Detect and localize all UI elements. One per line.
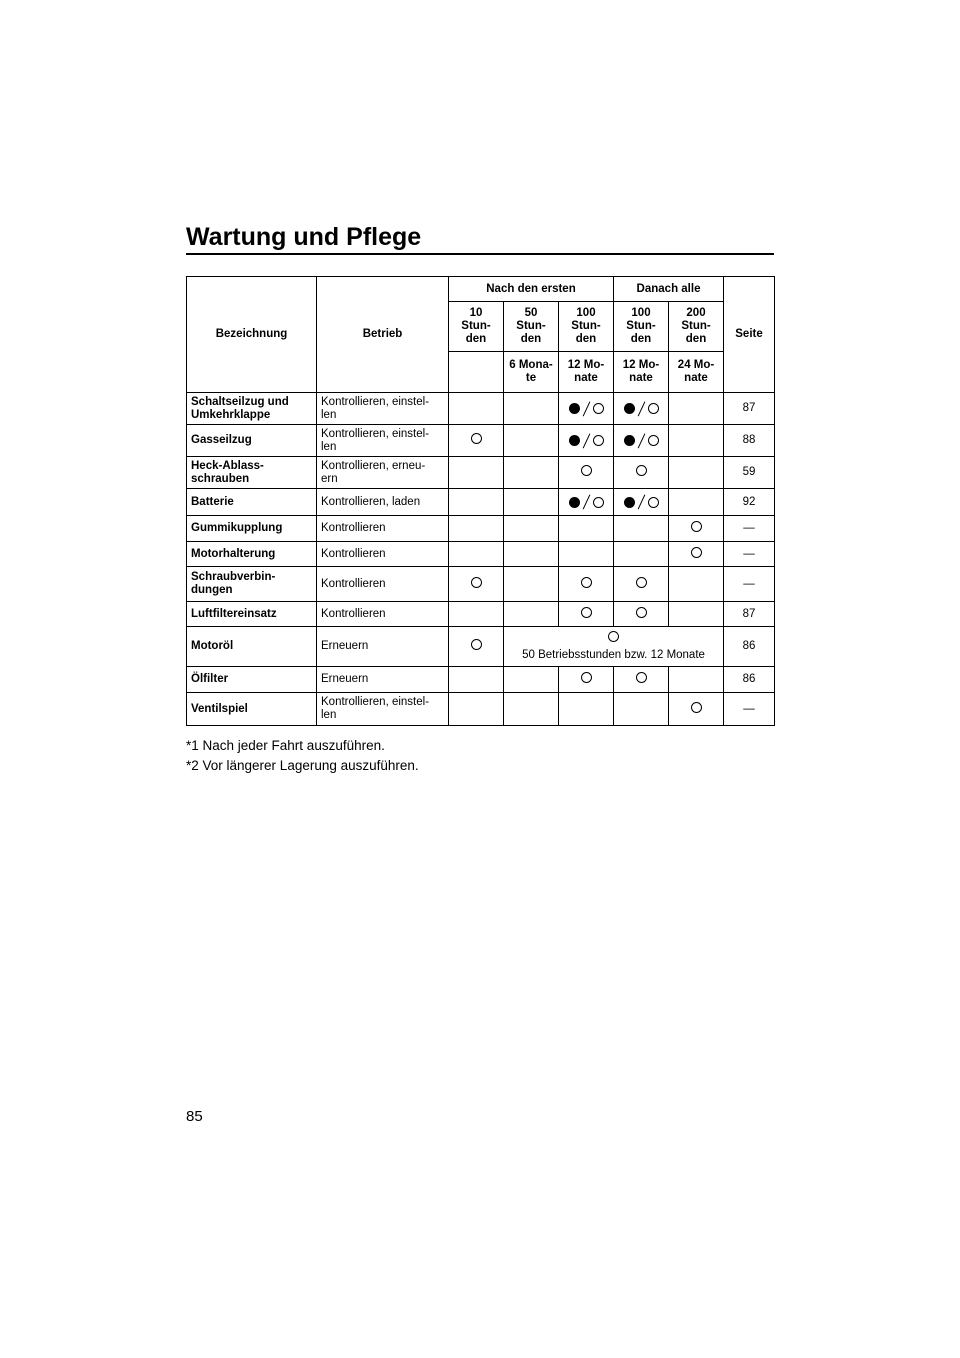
interval-cell	[669, 393, 724, 425]
header-hours-100: 100 Stun- den	[559, 302, 614, 352]
table-row	[187, 516, 775, 542]
page-ref: 92	[724, 489, 775, 516]
page-ref: —	[724, 542, 775, 567]
interval-cell	[504, 393, 559, 425]
header-month-12: 12 Mo- nate	[559, 352, 614, 393]
interval-cell	[449, 516, 504, 542]
header-bezeichnung: Bezeichnung	[187, 277, 317, 393]
interval-cell	[669, 457, 724, 489]
header-month-24: 24 Mo- nate	[669, 352, 724, 393]
interval-cell	[669, 567, 724, 602]
item-name: Batterie	[187, 489, 317, 516]
interval-cell	[504, 489, 559, 516]
filled-open-circle-icon	[624, 401, 659, 417]
item-operation: Kontrollieren	[317, 516, 449, 542]
page-ref: 59	[724, 457, 775, 489]
item-name: Ventilspiel	[187, 693, 317, 726]
open-circle-icon	[581, 672, 592, 683]
interval-cell	[614, 457, 669, 489]
footnotes	[186, 736, 419, 776]
item-operation: Erneuern	[317, 627, 449, 667]
item-name: Schaltseilzug und Umkehrklappe	[187, 393, 317, 425]
interval-cell	[614, 567, 669, 602]
open-circle-icon	[636, 465, 647, 476]
table-row	[187, 489, 775, 516]
header-hours-10: 10 Stun- den	[449, 302, 504, 352]
interval-cell	[449, 667, 504, 693]
header-hours-200: 200 Stun- den	[669, 302, 724, 352]
item-operation: Kontrollieren, einstel- len	[317, 393, 449, 425]
interval-cell	[559, 667, 614, 693]
header-group-after: Danach alle	[614, 277, 724, 302]
item-operation: Kontrollieren	[317, 602, 449, 627]
item-name: Ölfilter	[187, 667, 317, 693]
interval-cell	[614, 516, 669, 542]
table-row	[187, 627, 775, 667]
maintenance-table	[186, 276, 775, 726]
page-ref: —	[724, 567, 775, 602]
interval-cell	[504, 542, 559, 567]
page-title: Wartung und Pflege	[186, 223, 422, 251]
interval-cell	[449, 489, 504, 516]
filled-open-circle-icon	[624, 494, 659, 510]
interval-cell	[614, 542, 669, 567]
header-month-12-after: 12 Mo- nate	[614, 352, 669, 393]
interval-cell	[559, 489, 614, 516]
interval-cell	[669, 693, 724, 726]
interval-cell	[504, 602, 559, 627]
interval-cell	[559, 693, 614, 726]
interval-cell	[669, 542, 724, 567]
table-row	[187, 667, 775, 693]
interval-cell	[504, 516, 559, 542]
open-circle-icon	[581, 465, 592, 476]
header-hours-50: 50 Stun- den	[504, 302, 559, 352]
table-row	[187, 567, 775, 602]
open-circle-icon	[471, 639, 482, 650]
interval-cell	[669, 425, 724, 457]
open-circle-icon	[471, 577, 482, 588]
header-group-first: Nach den ersten	[449, 277, 614, 302]
item-name: Schraubverbin- dungen	[187, 567, 317, 602]
interval-cell	[504, 425, 559, 457]
interval-note: 50 Betriebsstunden bzw. 12 Monate	[522, 649, 705, 661]
footnote-2: *2 Vor längerer Lagerung auszuführen.	[186, 758, 419, 773]
open-circle-icon	[581, 577, 592, 588]
table-row	[187, 693, 775, 726]
table-row	[187, 393, 775, 425]
filled-open-circle-icon	[569, 401, 604, 417]
interval-cell	[504, 457, 559, 489]
filled-open-circle-icon	[569, 494, 604, 510]
item-operation: Kontrollieren	[317, 567, 449, 602]
interval-cell	[504, 667, 559, 693]
open-circle-icon	[691, 521, 702, 532]
open-circle-icon	[636, 577, 647, 588]
footnote-1: *1 Nach jeder Fahrt auszuführen.	[186, 738, 385, 753]
title-divider	[186, 253, 774, 255]
interval-cell	[614, 602, 669, 627]
interval-cell	[614, 393, 669, 425]
interval-cell	[614, 667, 669, 693]
item-operation: Kontrollieren, erneu- ern	[317, 457, 449, 489]
item-operation: Kontrollieren, einstel- len	[317, 693, 449, 726]
filled-open-circle-icon	[624, 433, 659, 449]
header-month-empty	[449, 352, 504, 393]
page-ref: —	[724, 693, 775, 726]
table-row	[187, 602, 775, 627]
interval-cell	[449, 602, 504, 627]
interval-cell	[614, 425, 669, 457]
page-ref: 87	[724, 602, 775, 627]
interval-cell	[559, 457, 614, 489]
item-operation: Kontrollieren, einstel- len	[317, 425, 449, 457]
table-row	[187, 425, 775, 457]
page-ref: —	[724, 516, 775, 542]
interval-cell	[559, 567, 614, 602]
interval-cell	[449, 627, 504, 667]
open-circle-icon	[636, 607, 647, 618]
interval-cell	[669, 516, 724, 542]
interval-cell	[449, 542, 504, 567]
interval-cell-merged	[504, 627, 724, 667]
page-number: 85	[186, 1108, 203, 1125]
header-seite: Seite	[724, 277, 775, 393]
interval-cell	[449, 693, 504, 726]
header-month-6: 6 Mona- te	[504, 352, 559, 393]
open-circle-icon	[471, 433, 482, 444]
interval-cell	[449, 457, 504, 489]
interval-cell	[504, 693, 559, 726]
page-ref: 88	[724, 425, 775, 457]
interval-cell	[559, 393, 614, 425]
item-name: Gummikupplung	[187, 516, 317, 542]
item-name: Luftfiltereinsatz	[187, 602, 317, 627]
open-circle-icon	[581, 607, 592, 618]
interval-cell	[559, 425, 614, 457]
header-hours-100-after: 100 Stun- den	[614, 302, 669, 352]
interval-cell	[449, 393, 504, 425]
page-ref: 86	[724, 667, 775, 693]
interval-cell	[559, 602, 614, 627]
item-operation: Erneuern	[317, 667, 449, 693]
interval-cell	[449, 425, 504, 457]
interval-cell	[669, 489, 724, 516]
open-circle-icon	[691, 547, 702, 558]
table-row	[187, 542, 775, 567]
open-circle-icon	[691, 702, 702, 713]
interval-cell	[559, 516, 614, 542]
interval-cell	[559, 542, 614, 567]
item-name: Heck-Ablass- schrauben	[187, 457, 317, 489]
interval-cell	[614, 489, 669, 516]
open-circle-icon	[608, 631, 619, 642]
header-betrieb: Betrieb	[317, 277, 449, 393]
item-name: Gasseilzug	[187, 425, 317, 457]
item-name: Motoröl	[187, 627, 317, 667]
open-circle-icon	[636, 672, 647, 683]
page-ref: 87	[724, 393, 775, 425]
item-name: Motorhalterung	[187, 542, 317, 567]
table-row	[187, 457, 775, 489]
filled-open-circle-icon	[569, 433, 604, 449]
interval-cell	[504, 567, 559, 602]
interval-cell	[669, 602, 724, 627]
interval-cell	[449, 567, 504, 602]
interval-cell	[669, 667, 724, 693]
page-ref: 86	[724, 627, 775, 667]
interval-cell	[614, 693, 669, 726]
item-operation: Kontrollieren	[317, 542, 449, 567]
item-operation: Kontrollieren, laden	[317, 489, 449, 516]
